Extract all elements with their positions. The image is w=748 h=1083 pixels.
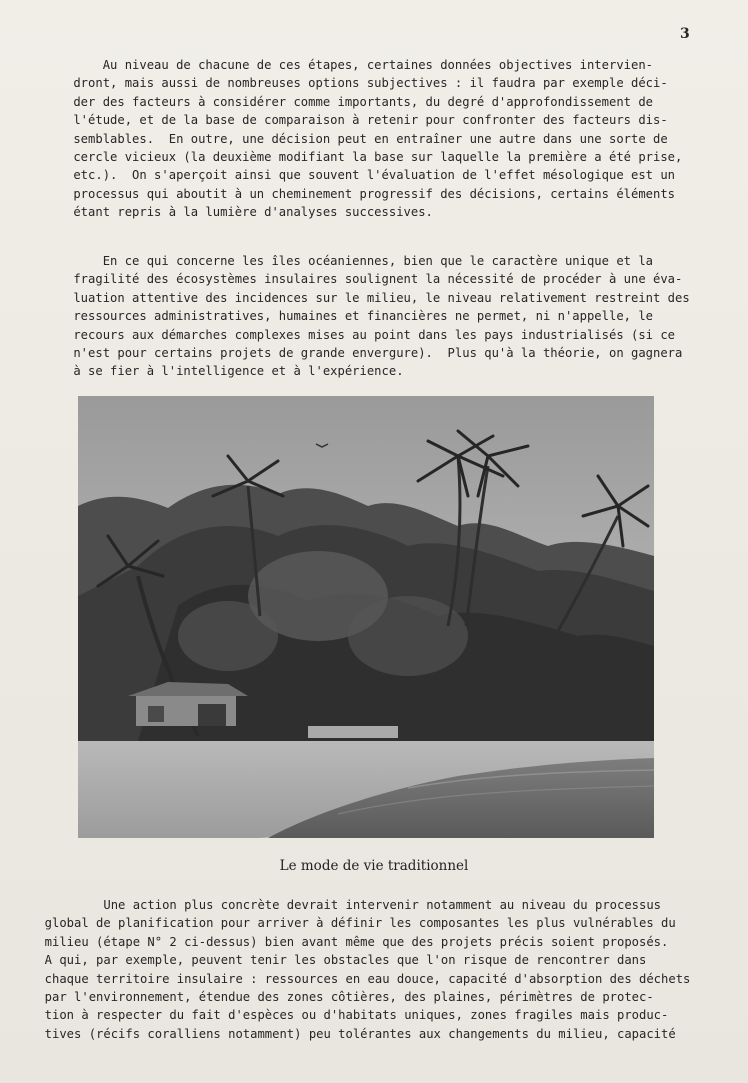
page-number: 3	[680, 26, 690, 42]
figure-caption: Le mode de vie traditionnel	[279, 858, 469, 874]
photograph-tropical-beach	[78, 396, 654, 838]
body-paragraph-3: Une action plus concrète devrait intervenir notamment au niveau du processus global de planification pour arriver à définir les composantes les plus vulnérables du milieu (étape N° 2 ci-dessus) bien avant même que des projets précis soient proposés. A qui, par exemple, peuvent tenir les obstacles que l'on risque de rencontrer dans chaque territoire insulaire : ressources en eau douce, capacité d'absorption des déchets par l'environnement, étendue des zones côtières, des plaines, périmètres de protec- tion à respecter du fait d'espèces ou d'habitats uniques, zones fragiles mais produc- tives (récifs coralliens notamment) peu tolérantes aux changements du milieu, capacité	[44, 898, 691, 1041]
body-paragraph-2: En ce qui concerne les îles océaniennes, bien que le caractère unique et la fragilité des écosystèmes insulaires soulignent la nécessité de procéder à une éva- luation attentive des incidences sur le milieu, le niveau relativement restreint des ressources administratives, humaines et financières ne permet, ni n'appelle, le recours aux démarches complexes mises au point dans les pays industrialisés (si ce n'est pour certains projets de grande envergure). Plus qu'à la théorie, on gagnera à se fier à l'intelligence et à l'expérience.	[73, 254, 690, 379]
body-paragraph-1: Au niveau de chacune de ces étapes, certaines données objectives intervien- dront, mais aussi de nombreuses options subjectives : il faudra par exemple déci- der des facteurs à considérer comme importants, du degré d'approfondissement de l'étude, et de la base de comparaison à retenir pour confronter des facteurs dis- semblables. En outre, une décision peut en entraîner une autre dans une sorte de cercle vicieux (la deuxième modifiant la base sur laquelle la première a été prise, etc.). On s'aperçoit ainsi que souvent l'évaluation de l'effet mésologique est un processus qui aboutit à un cheminement progressif des décisions, certains éléments étant repris à la lumière d'analyses successives.	[73, 58, 683, 220]
